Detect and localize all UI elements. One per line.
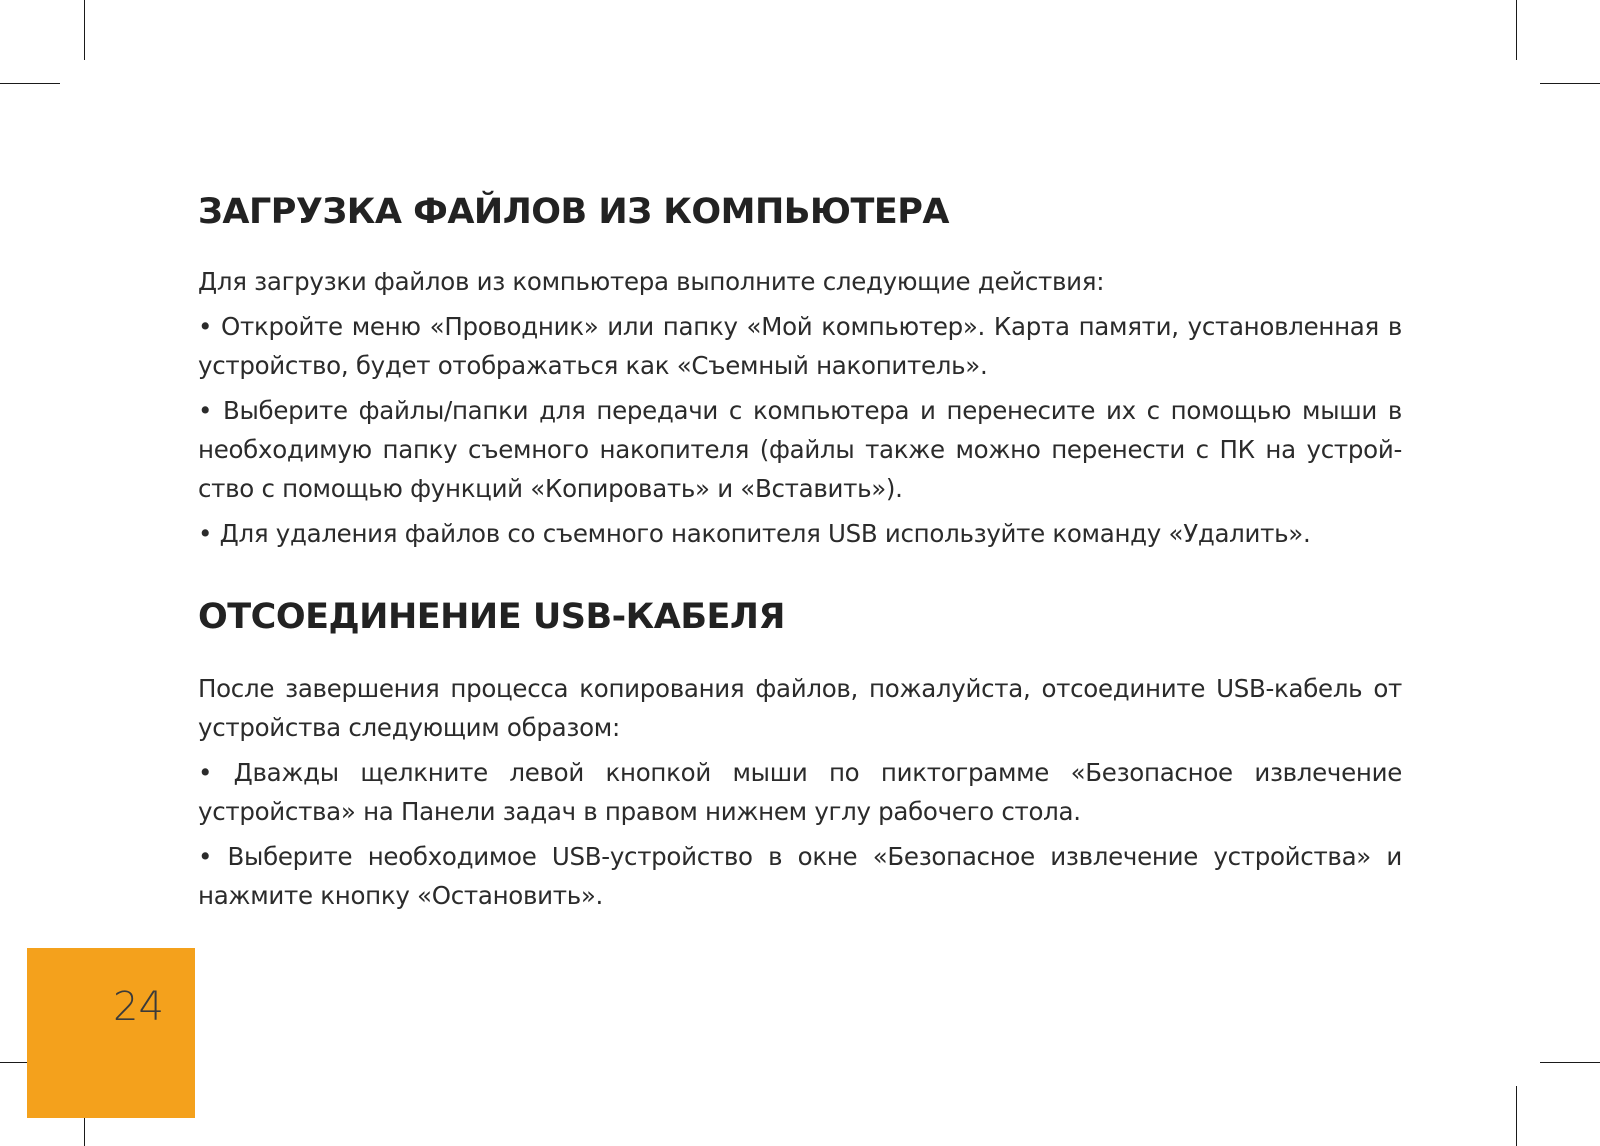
section-upload-intro: Для загрузки файлов из компьютера выполните следующие действия: <box>198 267 1105 296</box>
section-usb-intro: После завершения процесса копирования файлов, пожалуйста, отсоедините USB-кабель от устройства следующим образом: <box>198 674 1402 742</box>
page-content <box>198 190 1402 921</box>
crop-mark-bottom-right-horizontal <box>1540 1062 1600 1063</box>
crop-mark-top-right-vertical <box>1516 0 1517 60</box>
page-number: 24 <box>113 984 164 1030</box>
section-title-upload: ЗАГРУЗКА ФАЙЛОВ ИЗ КОМПЬЮТЕРА <box>198 192 950 232</box>
usb-bullet-2: • Выберите необходимое USB-устройство в окне «Безопасное извлечение устройства» и нажмите кнопку «Остановить». <box>198 842 1402 910</box>
upload-bullet-2: • Выберите файлы/папки для передачи с компьютера и перенесите их с помощью мыши в необходимую папку съемного накопителя (файлы также можно перенести с ПК на устрой-ство с помощью функций «Копировать» и «Вставить»). <box>198 396 1402 503</box>
crop-mark-bottom-right-vertical <box>1516 1086 1517 1146</box>
upload-bullet-1: • Откройте меню «Проводник» или папку «Мой компьютер». Карта памяти, установленная в устройство, будет отображаться как «Съемный накопитель». <box>198 312 1402 380</box>
section-title-usb-disconnect: ОТСОЕДИНЕНИЕ USB-КАБЕЛЯ <box>198 597 785 637</box>
crop-mark-top-right-horizontal <box>1540 83 1600 84</box>
upload-bullet-3: • Для удаления файлов со съемного накопителя USB используйте команду «Удалить». <box>198 519 1311 548</box>
page-number-badge <box>27 948 195 1118</box>
usb-bullet-1: • Дважды щелкните левой кнопкой мыши по пиктограмме «Безопасное извлечение устройства» на Панели задач в правом нижнем углу рабочего стола. <box>198 758 1402 826</box>
crop-mark-top-left-vertical <box>84 0 85 60</box>
crop-mark-top-left-horizontal <box>0 83 60 84</box>
